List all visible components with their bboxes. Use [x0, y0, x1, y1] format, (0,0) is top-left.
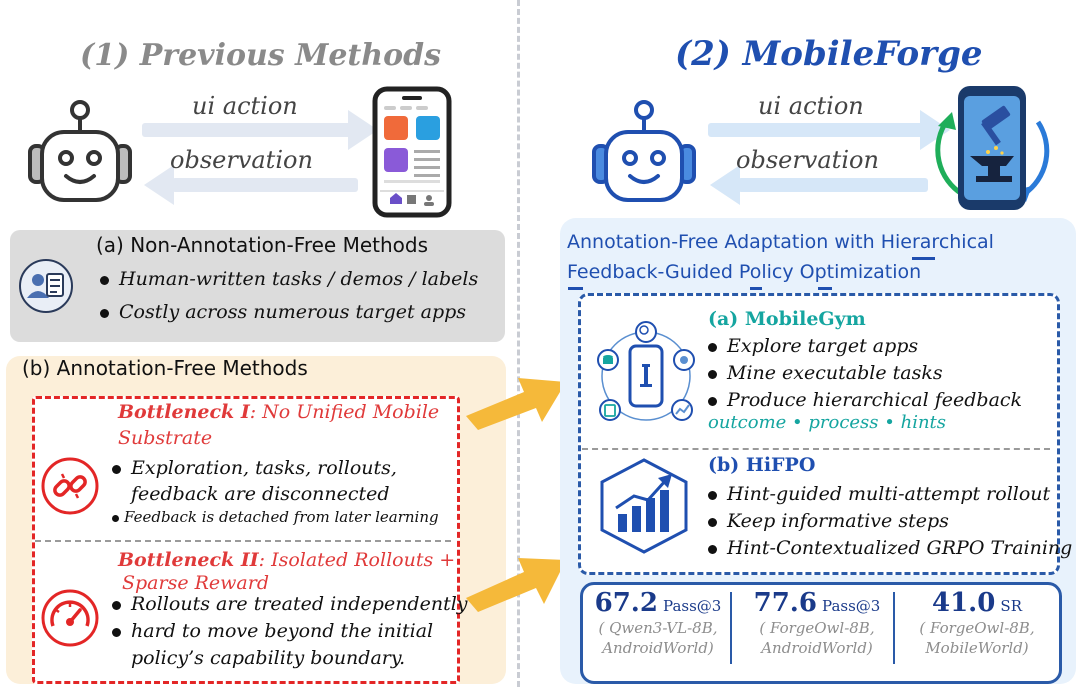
ui-action-label: ui action — [758, 92, 864, 120]
robot-icon — [586, 96, 702, 208]
bottleneck-2-title: Bottleneck II: Isolated Rollouts + — [118, 549, 456, 571]
headline-underline — [568, 287, 583, 290]
bottleneck-2-title-line2: Sparse Reward — [122, 572, 270, 594]
mobilegym-title: (a) MobileGym — [708, 308, 866, 330]
results-separator — [893, 592, 895, 664]
bottleneck-1-bullet-cont: feedback are disconnected — [131, 483, 390, 505]
components-divider — [582, 448, 1050, 450]
bottleneck-2-bullet: hard to move beyond the initial — [112, 620, 433, 642]
mobilegym-bullet: Produce hierarchical feedback — [708, 389, 1022, 411]
robot-icon — [22, 96, 138, 208]
non-annotation-free-title: (a) Non-Annotation-Free Methods — [96, 233, 428, 257]
observation-arrow-band — [738, 178, 928, 192]
observation-arrow-band — [172, 178, 358, 192]
non-annotation-bullet: Human-written tasks / demos / labels — [100, 268, 478, 290]
big-arrow-icon — [462, 370, 568, 430]
feedback-types: outcome • process • hints — [708, 412, 947, 433]
ui-action-label: ui action — [192, 92, 298, 120]
bottleneck-2-bullet: Rollouts are treated independently — [112, 593, 468, 615]
hifpo-bullet: Hint-Contextualized GRPO Training — [708, 537, 1072, 559]
result-forgeowl-androidworld: 77.6 Pass@3 ( ForgeOwl-8B, AndroidWorld) — [753, 588, 881, 657]
hifpo-title: (b) HiFPO — [708, 454, 816, 476]
hifpo-bullet: Hint-guided multi-attempt rollout — [708, 483, 1050, 505]
phone-icon — [372, 86, 452, 218]
bottleneck-1-small-bullet: Feedback is detached from later learning — [112, 508, 439, 526]
mobile-gym-icon — [592, 320, 700, 432]
observation-label: observation — [736, 146, 879, 174]
non-annotation-bullet: Costly across numerous target apps — [100, 301, 466, 323]
mobilegym-bullet: Explore target apps — [708, 335, 918, 357]
growth-chart-icon — [596, 456, 692, 556]
bottleneck-1-bullet: Exploration, tasks, rollouts, — [112, 457, 397, 479]
annotation-free-title: (b) Annotation-Free Methods — [22, 356, 308, 380]
mobileforge-title: (2) MobileForge — [675, 34, 983, 74]
speedometer-icon — [40, 588, 100, 648]
big-arrow-icon — [462, 548, 568, 612]
result-qwen: 67.2 Pass@3 ( Qwen3-VL-8B, AndroidWorld) — [594, 588, 722, 657]
headline-underline — [750, 287, 762, 290]
results-separator — [730, 592, 732, 664]
observation-label: observation — [170, 146, 313, 174]
mobileforge-headline: Annotation-Free Adaptation with Hierarchical Feedback-Guided Policy Optimization — [567, 231, 994, 283]
mobilegym-bullet: Mine executable tasks — [708, 362, 943, 384]
broken-link-icon — [40, 456, 100, 516]
bottleneck-2-bullet-cont: policy’s capability boundary. — [131, 647, 406, 669]
hifpo-bullet: Keep informative steps — [708, 510, 949, 532]
anvil-hammer-icon — [932, 82, 1052, 214]
bottleneck-divider — [35, 540, 451, 542]
result-forgeowl-mobileworld: 41.0 SR ( ForgeOwl-8B, MobileWorld) — [919, 588, 1035, 657]
bottleneck-1-title: Bottleneck I: No Unified Mobile — [118, 401, 440, 423]
headline-underline — [818, 287, 832, 290]
previous-methods-title: (1) Previous Methods — [80, 38, 441, 73]
bottleneck-1-title-line2: Substrate — [118, 427, 213, 449]
ui-action-arrow-band — [142, 123, 354, 137]
user-checklist-icon — [18, 258, 74, 314]
headline-underline — [912, 257, 935, 260]
ui-action-arrow-band — [708, 123, 926, 137]
